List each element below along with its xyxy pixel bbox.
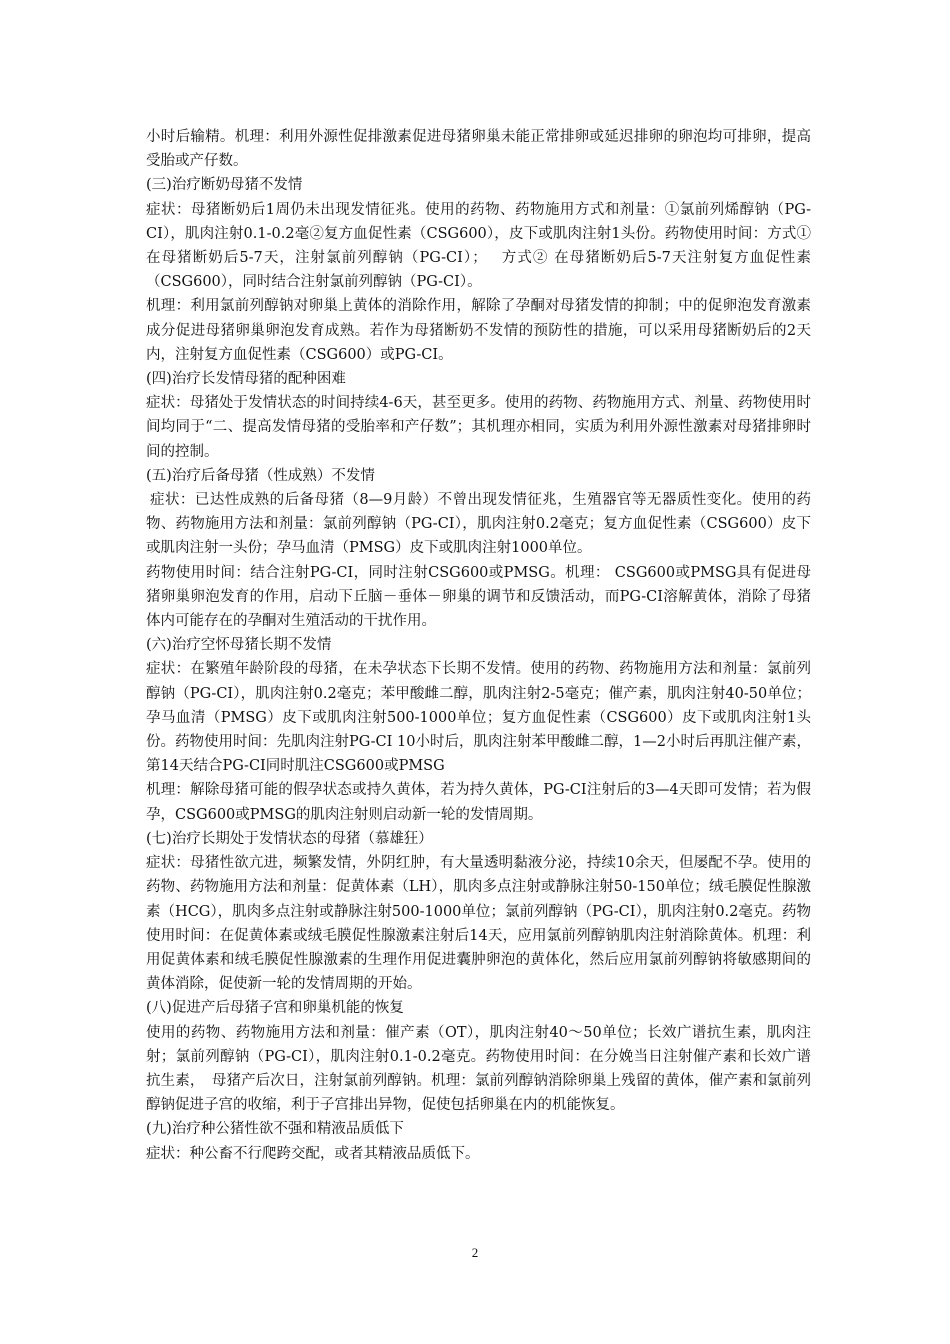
- paragraph-mechanism-5: 药物使用时间：结合注射PG-CI，同时注射CSG600或PMSG。机理： CSG600或PMSG具有促进母猪卵巢卵泡发育的作用，启动下丘脑－垂体－卵巢的调节和反馈活动，而PG-CI溶解黄体，消除了母猪体内可能存在的孕酮对生殖活动的干扰作用。: [146, 564, 811, 630]
- paragraph-mechanism-continued: 小时后输精。机理：利用外源性促排激素促进母猪卵巢未能正常排卵或延迟排卵的卵泡均可排卵，提高受胎或产仔数。: [146, 129, 811, 170]
- section-heading-8: (八)促进产后母猪子宫和卵巢机能的恢复: [146, 1000, 404, 1017]
- paragraph-symptom-5: 症状：已达性成熟的后备母猪（8—9月龄）不曾出现发情征兆，生殖器官等无器质性变化。使用的药物、药物施用方法和剂量：氯前列醇钠（PG-CI），肌肉注射0.2毫克；复方血促性素（CSG600）皮下或肌肉注射一头份；孕马血清（PMSG）皮下或肌肉注射1000单位。: [146, 492, 811, 557]
- paragraph-mechanism-3: 机理：利用氯前列醇钠对卵巢上黄体的消除作用，解除了孕酮对母猪发情的抑制；中的促卵泡发育激素成分促进母猪卵巢卵泡发育成熟。若作为母猪断奶不发情的预防性的措施，可以采用母猪断奶后的2天内，注射复方血促性素（CSG600）或PG-CI。: [146, 298, 811, 363]
- paragraph-drugs-8: 使用的药物、药物施用方法和剂量：催产素（OT），肌肉注射40～50单位；长效广谱抗生素，肌肉注射；氯前列醇钠（PG-CI），肌肉注射0.1-0.2毫克。药物使用时间：在分娩当日注射催产素和长效广谱抗生素， 母猪产后次日，注射氯前列醇钠。机理：氯前列醇钠消除卵巢上残留的黄体，催产素和氯前列醇钠促进子宫的收缩，利于子宫排出异物，促使包括卵巢在内的机能恢复。: [146, 1024, 811, 1114]
- paragraph-symptom-7: 症状：母猪性欲亢进，频繁发情，外阴红肿，有大量透明黏液分泌，持续10余天，但屡配不孕。使用的药物、药物施用方法和剂量：促黄体素（LH），肌肉多点注射或静脉注射50-150单位；绒毛膜促性腺激素（HCG），肌肉多点注射或静脉注射500-1000单位；氯前列醇钠（PG-CI），肌肉注射0.2毫克。药物使用时间：在促黄体素或绒毛膜促性腺激素注射后14天，应用氯前列醇钠肌肉注射消除黄体。机理：利用促黄体素和绒毛膜促性腺激素的生理作用促进囊肿卵泡的黄体化，然后应用氯前列醇钠将敏感期间的黄体消除，促使新一轮的发情周期的开始。: [146, 855, 811, 993]
- paragraph-symptom-4: 症状：母猪处于发情状态的时间持续4-6天，甚至更多。使用的药物、药物施用方式、剂量、药物使用时间均同于“二、提高发情母猪的受胎率和产仔数”；其机理亦相同，实质为利用外源性激素对母猪排卵时间的控制。: [146, 395, 811, 460]
- section-heading-5: (五)治疗后备母猪（性成熟）不发情: [146, 467, 375, 484]
- section-heading-4: (四)治疗长发情母猪的配种困难: [146, 371, 346, 388]
- section-heading-9: (九)治疗种公猪性欲不强和精液品质低下: [146, 1121, 404, 1138]
- section-heading-7: (七)治疗长期处于发情状态的母猪（慕雄狂）: [146, 830, 433, 847]
- document-body: [146, 125, 811, 1166]
- paragraph-symptom-6: 症状：在繁殖年龄阶段的母猪，在未孕状态下长期不发情。使用的药物、药物施用方法和剂量：氯前列醇钠（PG-CI），肌肉注射0.2毫克；苯甲酸雌二醇，肌肉注射2-5毫克；催产素，肌肉注射40-50单位；孕马血清（PMSG）皮下或肌肉注射500-1000单位；复方血促性素（CSG600）皮下或肌肉注射1头份。药物使用时间：先肌肉注射PG-CI 10小时后，肌肉注射苯甲酸雌二醇，1—2小时后再肌注催产素，第14天结合PG-CI同时肌注CSG600或PMSG: [146, 661, 811, 775]
- section-heading-6: (六)治疗空怀母猪长期不发情: [146, 637, 332, 654]
- paragraph-symptom-3: 症状：母猪断奶后1周仍未出现发情征兆。使用的药物、药物施用方式和剂量：①氯前列烯醇钠（PG-CI），肌肉注射0.1-0.2毫②复方血促性素（CSG600），皮下或肌肉注射1头份。药物使用时间：方式① 在母猪断奶后5-7天，注射氯前列醇钠（PG-CI）； 方式② 在母猪断奶后5-7天注射复方血促性素（CSG600），同时结合注射氯前列醇钠（PG-CI）。: [146, 201, 811, 291]
- paragraph-mechanism-6: 机理：解除母猪可能的假孕状态或持久黄体，若为持久黄体，PG-CI注射后的3—4天即可发情；若为假孕，CSG600或PMSG的肌肉注射则启动新一轮的发情周期。: [146, 782, 811, 823]
- page-number: 2: [471, 1245, 479, 1260]
- paragraph-symptom-9: 症状：种公畜不行爬跨交配，或者其精液品质低下。: [146, 1145, 480, 1162]
- section-heading-3: (三)治疗断奶母猪不发情: [146, 177, 303, 194]
